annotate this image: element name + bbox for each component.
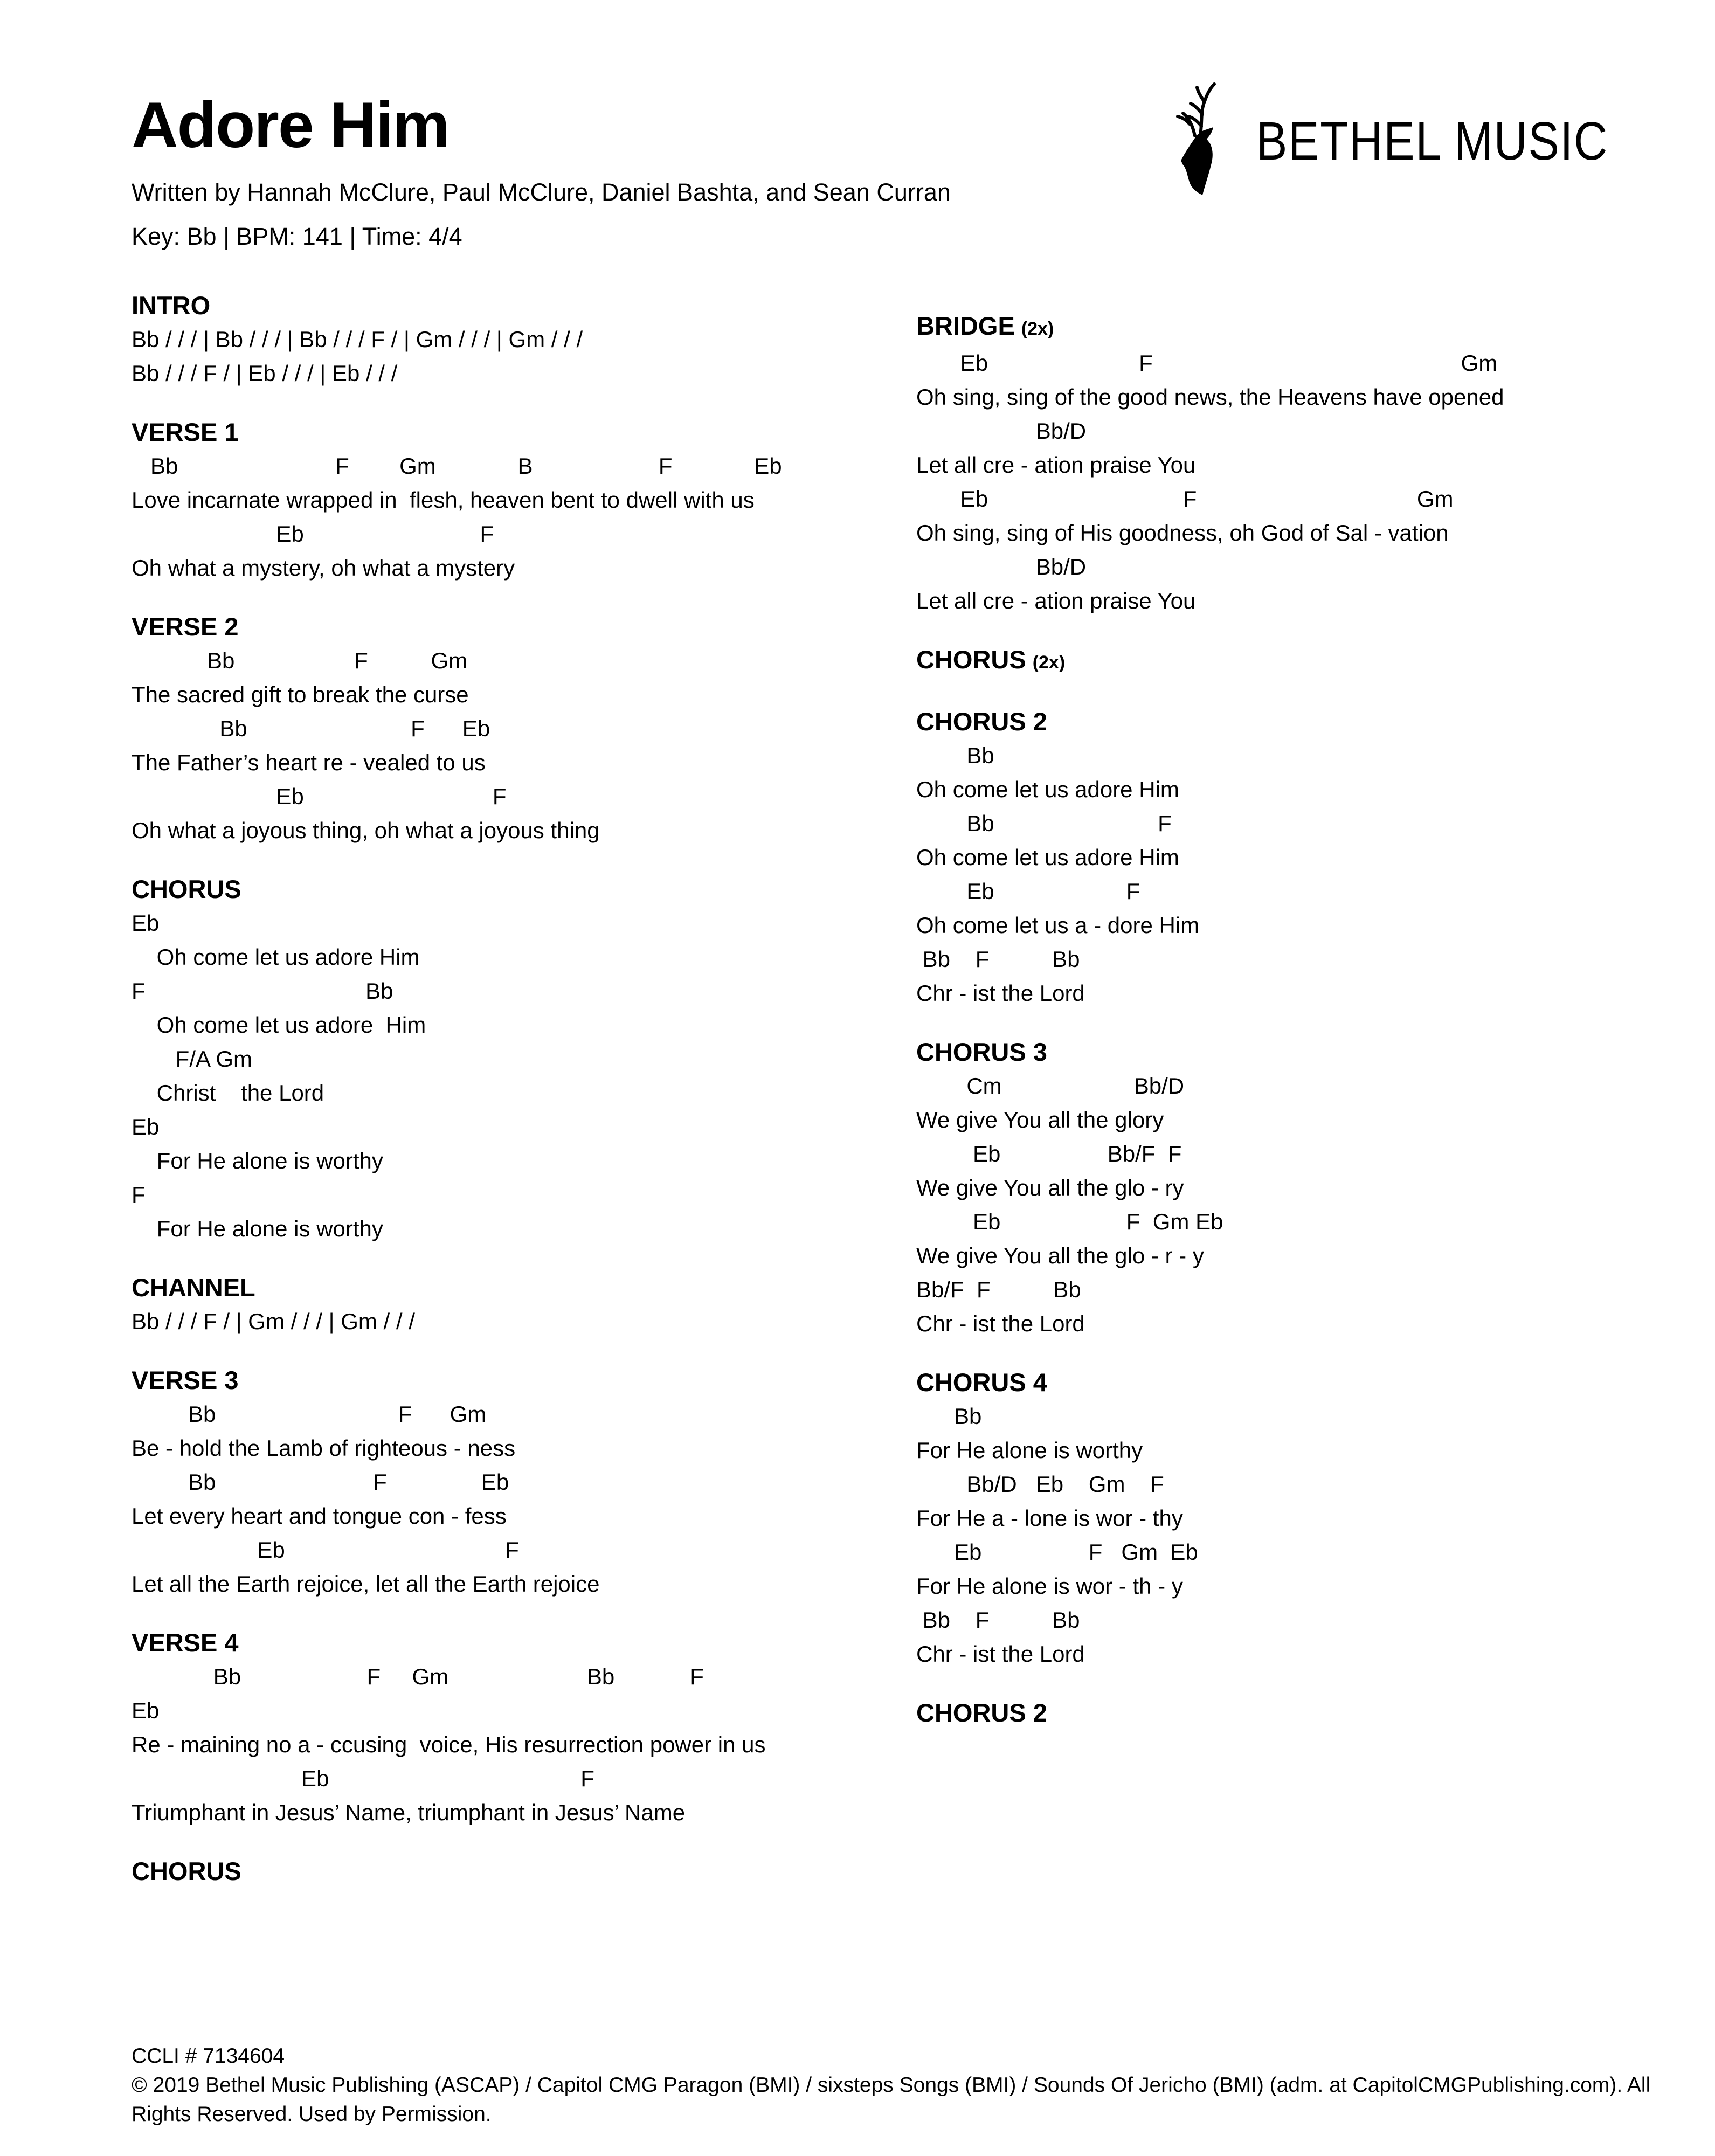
lyric-line: We give You all the glo - ry — [916, 1175, 1184, 1201]
song-section — [132, 610, 916, 847]
lyric-line: Oh come let us adore Him — [916, 845, 1179, 870]
chord-line: Eb F Gm — [916, 350, 1498, 376]
section-heading: CHORUS 2 — [916, 1698, 1047, 1727]
chord-line: Bb / / / F / | Gm / / / | Gm / / / — [132, 1309, 415, 1335]
chord-line: Bb F Gm — [132, 1401, 487, 1427]
chord-line: Bb F Eb — [132, 716, 490, 742]
song-section — [916, 1696, 1618, 1730]
lyric-line: Oh what a joyous thing, oh what a joyous thing — [132, 818, 600, 844]
lyric-line: Oh come let us adore Him — [132, 944, 420, 970]
song-section — [916, 1035, 1618, 1340]
section-heading: CHORUS (2x) — [916, 645, 1066, 674]
chord-line: Eb F — [916, 879, 1140, 904]
section-heading: VERSE 1 — [132, 418, 239, 447]
song-section — [132, 288, 916, 390]
chord-line: Bb/F F Bb — [916, 1277, 1081, 1303]
song-section — [132, 415, 916, 585]
section-heading-suffix: (2x) — [1021, 319, 1054, 340]
chord-line: Bb F — [916, 811, 1172, 837]
lyric-line: For He alone is wor - th - y — [916, 1573, 1183, 1599]
chord-line: Eb F — [132, 1766, 594, 1792]
chord-line: Bb / / / F / | Eb / / / | Eb / / / — [132, 361, 398, 386]
lyric-line: Oh come let us a - dore Him — [916, 913, 1200, 938]
section-heading: VERSE 4 — [132, 1628, 239, 1657]
chart-columns — [132, 288, 1618, 1913]
lyric-line: Re - maining no a - ccusing voice, His resurrection power in us — [132, 1732, 766, 1758]
key-bpm-time-meta: Key: Bb | BPM: 141 | Time: 4/4 — [132, 223, 462, 251]
page-header — [132, 89, 1618, 251]
lyric-line: For He alone is worthy — [132, 1216, 383, 1242]
bethel-music-logo — [1165, 81, 1665, 202]
song-title: Adore Him — [132, 89, 449, 161]
chord-line: Bb/D — [916, 418, 1087, 444]
written-by-credits: Written by Hannah McClure, Paul McClure, Daniel Bashta, and Sean Curran — [132, 178, 951, 206]
lyric-line: Oh sing, sing of the good news, the Heavens have opened — [916, 384, 1504, 410]
song-section — [916, 704, 1618, 1010]
song-section — [132, 1363, 916, 1601]
copyright-text: © 2019 Bethel Music Publishing (ASCAP) / Capitol CMG Paragon (BMI) / sixsteps Songs (BMI) / Sounds Of Jericho (BMI) (adm. at CapitolCMGPublishing.com). All Rights Reserved. Used by Permission. — [132, 2074, 1651, 2126]
song-section — [916, 1365, 1618, 1671]
chord-line: Bb F Eb — [132, 1469, 509, 1495]
chord-line: Bb F Bb — [916, 946, 1080, 972]
section-heading: BRIDGE (2x) — [916, 312, 1054, 341]
lyric-line: Love incarnate wrapped in flesh, heaven bent to dwell with us — [132, 487, 755, 513]
lyric-line: For He a - lone is wor - thy — [916, 1505, 1183, 1531]
lyric-line: Let every heart and tongue con - fess — [132, 1503, 507, 1529]
deer-logo-icon — [1165, 81, 1228, 202]
song-section — [132, 1854, 916, 1888]
chord-line: Bb F Bb — [916, 1607, 1080, 1633]
chord-line: Bb — [916, 743, 994, 769]
lyric-line: For He alone is worthy — [132, 1148, 383, 1174]
chord-line: Eb F — [132, 784, 507, 810]
section-heading: CHORUS — [132, 875, 241, 904]
lyric-line: Oh what a mystery, oh what a mystery — [132, 555, 515, 581]
chord-line: Bb / / / | Bb / / / | Bb / / / F / | Gm / / / | Gm / / / — [132, 327, 583, 353]
lyric-line: Let all cre - ation praise You — [916, 452, 1196, 478]
lyric-line: Be - hold the Lamb of righteous - ness — [132, 1435, 516, 1461]
lyric-line: We give You all the glory — [916, 1107, 1164, 1133]
logo-wordmark: BETHEL MUSIC — [1256, 111, 1608, 171]
chord-line: Bb — [916, 1404, 982, 1429]
lyric-line: The Father’s heart re - vealed to us — [132, 750, 486, 776]
section-heading: CHORUS 3 — [916, 1038, 1047, 1067]
left-column — [132, 288, 916, 1913]
lyric-line: Oh come let us adore Him — [132, 1012, 426, 1038]
chord-line: Bb/D — [916, 554, 1087, 580]
song-section — [132, 872, 916, 1246]
section-heading: VERSE 2 — [132, 612, 239, 641]
lyric-line: For He alone is worthy — [916, 1438, 1143, 1463]
section-heading-suffix: (2x) — [1032, 652, 1066, 673]
song-section — [916, 309, 1618, 618]
song-section — [132, 1626, 916, 1829]
chord-line: Eb Bb/F F — [916, 1141, 1182, 1167]
lyric-line: The sacred gift to break the curse — [132, 682, 469, 708]
song-section — [916, 642, 1618, 680]
chord-line: Bb F Gm B F Eb — [132, 453, 782, 479]
chord-line: Eb F — [132, 521, 494, 547]
lyric-line: Chr - ist the Lord — [916, 980, 1085, 1006]
lyric-line: Oh come let us adore Him — [916, 777, 1179, 803]
chord-line: Eb F Gm Eb — [916, 1539, 1198, 1565]
chord-line: F Bb — [132, 978, 393, 1004]
chord-line: Eb F Gm Eb — [916, 1209, 1223, 1235]
chord-line: F/A Gm — [132, 1046, 253, 1072]
song-section — [132, 1270, 916, 1338]
page-footer — [132, 2042, 1695, 2129]
lyric-line: Oh sing, sing of His goodness, oh God of Sal - vation — [916, 520, 1449, 546]
section-heading: CHORUS 4 — [916, 1368, 1047, 1397]
lyric-line: Let all the Earth rejoice, let all the Earth rejoice — [132, 1571, 600, 1597]
chord-line: Bb F Gm — [132, 648, 468, 674]
lyric-line: Chr - ist the Lord — [916, 1641, 1085, 1667]
chord-line: Bb/D Eb Gm F — [916, 1471, 1164, 1497]
lyric-line: Christ the Lord — [132, 1080, 324, 1106]
section-heading: CHANNEL — [132, 1273, 255, 1302]
chord-line: Eb F Gm — [916, 486, 1454, 512]
chord-line: Eb — [132, 1698, 160, 1724]
section-heading: INTRO — [132, 291, 211, 320]
lyric-line: Chr - ist the Lord — [916, 1311, 1085, 1337]
right-column — [916, 288, 1618, 1913]
chord-line: Eb — [132, 910, 160, 936]
chord-line: Eb — [132, 1114, 160, 1140]
lyric-line: Let all cre - ation praise You — [916, 588, 1196, 614]
chord-line: Eb F — [132, 1537, 519, 1563]
chord-line: Bb F Gm Bb F — [132, 1664, 704, 1690]
lyric-line: Triumphant in Jesus’ Name, triumphant in Jesus’ Name — [132, 1800, 686, 1826]
ccli-number: CCLI # 7134604 — [132, 2044, 285, 2068]
section-heading: CHORUS 2 — [916, 707, 1047, 736]
lyric-line: We give You all the glo - r - y — [916, 1243, 1204, 1269]
chord-line: F — [132, 1182, 146, 1208]
chord-line: Cm Bb/D — [916, 1073, 1185, 1099]
section-heading: CHORUS — [132, 1857, 241, 1886]
section-heading: VERSE 3 — [132, 1366, 239, 1395]
